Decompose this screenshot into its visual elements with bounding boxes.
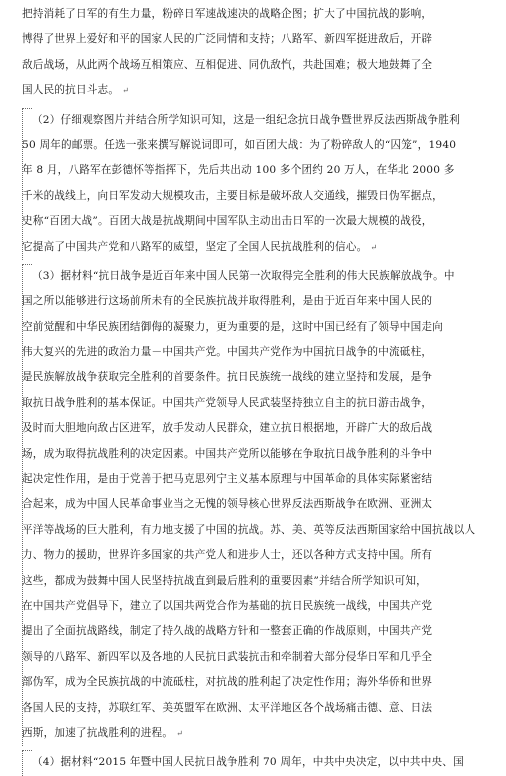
text-line: 场，成为取得抗战胜利的决定因素。中国共产党所以能够在争取抗日战争胜利的斗争中 (22, 447, 433, 460)
text-line: 千米的战线上，向日军发动大规模攻击，主要目标是破坏敌人交通线，摧毁日伪军据点， (22, 189, 443, 202)
text-line: 空前觉醒和中华民族团结御侮的凝聚力，更为重要的是，这时中国已经有了领导中国走向 (22, 320, 443, 333)
text-line: 在中国共产党倡导下，建立了以国共两党合作为基础的抗日民族统一战线，中国共产党 (22, 599, 433, 612)
paragraph-mark: ↵ (370, 242, 378, 252)
text-line: 合起来，成为中国人民革命事业当之无愧的领导核心世界反法西斯战争在欧洲、亚洲太 (22, 498, 433, 511)
text-line: （3）据材料“抗日战争是近百年来中国人民第一次取得完全胜利的伟大民族解放战争。中 (32, 269, 455, 282)
paragraph-2 (22, 108, 486, 260)
text-line: 部伪军，成为全民族抗战的中流砥柱，对抗战的胜利起了决定性作用；海外华侨和世界 (22, 676, 433, 689)
text-line: （4）据材料“2015 年暨中国人民抗日战争胜利 70 周年，中共中央决定，以中共中央、国 (32, 756, 464, 769)
paragraph-bracket (22, 108, 33, 260)
text-line-last (22, 78, 486, 103)
text-line: 敌后战场，从此两个战场互相策应、互相促进、同仇敌忾，共赴国难；极大地鼓舞了全 (22, 58, 433, 71)
text-line-last (22, 235, 486, 260)
paragraph-mark: ↵ (122, 86, 130, 96)
text-span: 西斯，加速了抗战胜利的进程。 (22, 726, 174, 739)
text-line: 取抗日战争胜利的基本保证。中国共产党领导人民武装坚持独立自主的抗日游击战争， (22, 396, 433, 409)
text-line-last (22, 721, 486, 746)
text-line: 领导的八路军、新四军以及各地的人民抗日武装抗击和牵制着大部分侵华日军和几乎全 (22, 650, 433, 663)
text-line: 年 8 月，八路军在彭德怀等指挥下，先后共出动 100 多个团约 20 万人，在华北 2000 多 (22, 164, 455, 177)
text-line: 50 周年的邮票。任选一张来撰写解说词即可，如百团大战：为了粉碎敌人的“囚笼”，1940 (22, 138, 457, 151)
text-line: （2）仔细观察图片并结合所学知识可知，这是一组纪念抗日战争暨世界反法西斯战争胜利 (32, 113, 460, 126)
text-line: 把持消耗了日军的有生力量，粉碎日军速战速决的战略企图；扩大了中国抗战的影响， (22, 8, 433, 20)
text-line: 国之所以能够进行这场前所未有的全民族抗战并取得胜利，是由于近百年来中国人民的 (22, 295, 433, 308)
paragraph-3 (22, 264, 486, 746)
text-line: 是民族解放战争获取完全胜利的首要条件。抗日民族统一战线的建立坚持和发展，是争 (22, 371, 433, 384)
paragraph-bracket (22, 750, 33, 775)
paragraph-4 (22, 750, 486, 775)
text-line: 各国人民的支持，苏联红军、美英盟军在欧洲、太平洋地区各个战场痛击德、意、日法 (22, 701, 433, 714)
text-line: 伟大复兴的先进的政治力量－中国共产党。中国共产党作为中国抗日战争的中流砥柱， (22, 346, 433, 359)
text-span: 国人民的抗日斗志。 (22, 84, 120, 97)
paragraph-mark: ↵ (176, 728, 184, 738)
paragraph-bracket (22, 264, 33, 746)
text-line: 这些，都成为鼓舞中国人民坚持抗战直到最后胜利的重要因素”并结合所学知识可知， (22, 574, 427, 587)
text-line: 博得了世界上爱好和平的国家人民的广泛同情和支持；八路军、新四军挺进敌后，开辟 (22, 33, 433, 46)
text-line: 平洋等战场的巨大胜利，有力地支援了中国的抗战。苏、美、英等反法西斯国家给中国抗战以人 (22, 523, 476, 536)
text-span: 它提高了中国共产党和八路军的威望，坚定了全国人民抗战胜利的信心。 (22, 240, 368, 253)
paragraph-1 (22, 2, 486, 104)
text-line: 力、物力的援助，世界许多国家的共产党人和进步人士，还以各种方式支持中国。所有 (22, 549, 433, 562)
text-line: 及时而大胆地向敌占区进军，放手发动人民群众，建立抗日根据地，开辟广大的敌后战 (22, 422, 433, 435)
text-line: 提出了全面抗战路线，制定了持久战的战略方针和一整套正确的作战原则，中国共产党 (22, 625, 433, 638)
text-line: 起决定性作用，是由于党善于把马克思列宁主义基本原理与中国革命的具体实际紧密结 (22, 473, 433, 486)
text-line: 史称“百团大战”。百团大战是抗战期间中国军队主动出击日军的一次最大规模的战役， (22, 215, 433, 228)
